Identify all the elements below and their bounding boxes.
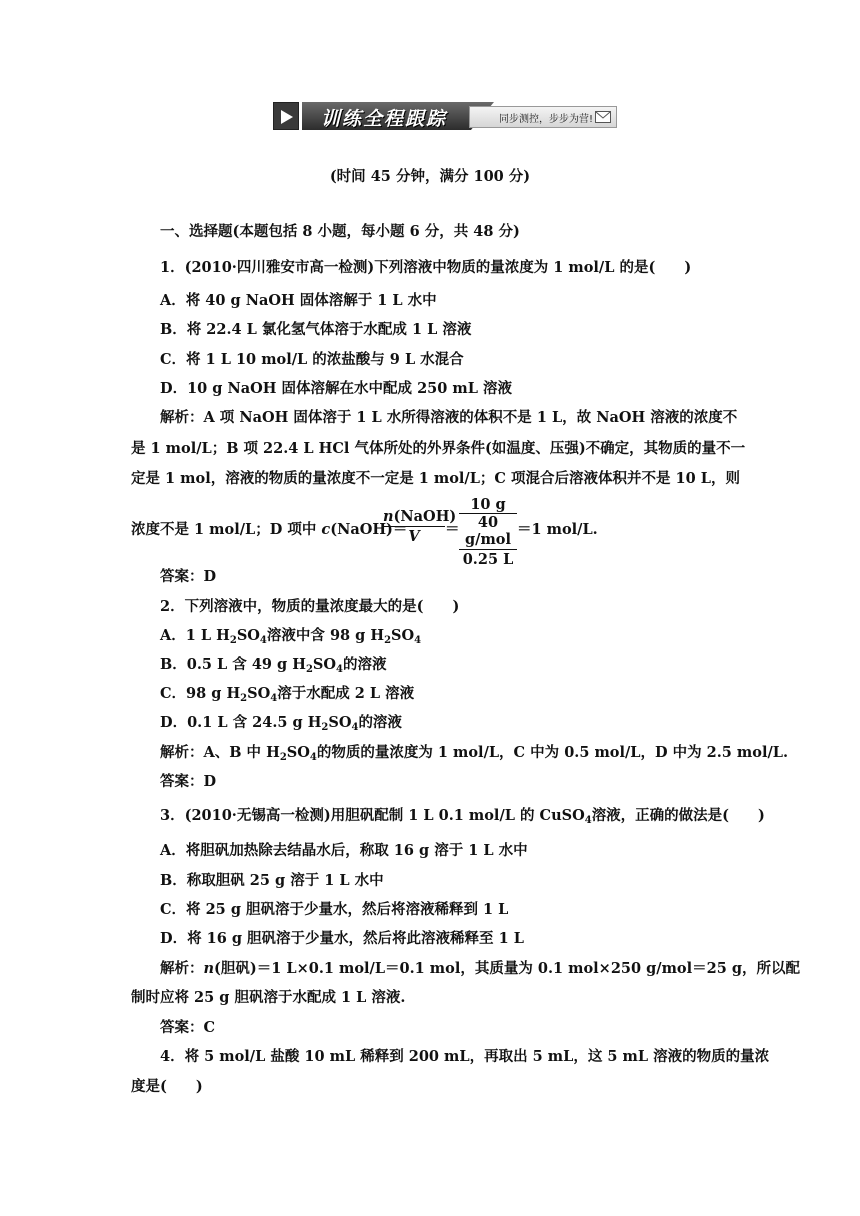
exam-info: (时间 45 分钟，满分 100 分) [329, 168, 531, 185]
q1-analysis-line-3: 定是 1 mol，溶液的物质的量浓度不一定是 1 mol/L；C 项混合后溶液体积并不是 10 L，则 [131, 470, 740, 487]
section-title: 一、选择题(本题包括 8 小题，每小题 6 分，共 48 分) [160, 223, 520, 240]
text: SO [247, 685, 271, 702]
fraction-denominator: V [408, 528, 420, 545]
q4-stem-line-1: 4．将 5 mol/L 盐酸 10 mL 稀释到 200 mL，再取出 5 mL，这 5 mL 溶液的物质的量浓 [160, 1048, 770, 1065]
play-icon [273, 102, 299, 130]
inner-fraction-bottom: 40 g/mol [459, 514, 517, 550]
text: 的物质的量浓度为 1 mol/L，C 中为 0.5 mol/L，D 中为 2.5 mol/L. [316, 744, 788, 761]
text: SO [236, 627, 260, 644]
q1-stem: 1．(2010·四川雅安市高一检测)下列溶液中物质的量浓度为 1 mol/L 的是( ) [160, 259, 692, 276]
symbol-n: n [203, 960, 215, 977]
subscript: 2 [229, 635, 237, 646]
text: SO [312, 656, 337, 673]
subscript: 4 [270, 693, 278, 704]
inner-fraction-top: 10 g [459, 496, 517, 514]
outer-denominator: 0.25 L [462, 551, 514, 568]
q1-answer: 答案：D [160, 568, 217, 585]
q2-answer: 答案：D [160, 773, 217, 790]
q3-answer: 答案：C [160, 1019, 216, 1036]
banner-title: 训练全程跟踪 [321, 108, 448, 130]
q1-analysis-line-2: 是 1 mol/L；B 项 22.4 L HCl 气体所处的外界条件(如温度、压强)不确定，其物质的量不一 [131, 440, 746, 457]
equals-sign: ＝ [445, 521, 460, 538]
subscript: 4 [259, 635, 267, 646]
q2-option-d [160, 711, 402, 732]
q2-option-b [160, 653, 386, 674]
text: 的溶液 [342, 656, 387, 673]
q3-option-b: B．称取胆矾 25 g 溶于 1 L 水中 [160, 872, 384, 889]
q3-analysis-line-1 [160, 957, 800, 978]
text: 溶液，正确的做法是( ) [591, 807, 765, 824]
section-banner [273, 102, 618, 130]
q1-option-b: B．将 22.4 L 氯化氢气体溶于水配成 1 L 溶液 [160, 321, 472, 338]
text: 溶于水配成 2 L 溶液 [277, 685, 415, 702]
subscript: 4 [336, 664, 343, 675]
subscript: 4 [351, 722, 359, 733]
q2-analysis [160, 741, 788, 762]
q1-option-d: D．10 g NaOH 固体溶解在水中配成 250 mL 溶液 [160, 380, 512, 397]
banner-subtitle: 同步测控，步步为营! [499, 114, 594, 125]
q1-option-a: A．将 40 g NaOH 固体溶解于 1 L 水中 [160, 292, 437, 309]
subscript: 2 [384, 635, 392, 646]
subscript: 2 [305, 664, 313, 675]
envelope-icon [595, 110, 611, 127]
subscript: 4 [584, 815, 592, 826]
symbol-c-paren: (NaOH)＝ [330, 521, 408, 538]
text: 解析： [160, 960, 204, 977]
q3-stem [160, 804, 765, 825]
text: 溶液中含 98 g H [266, 627, 385, 644]
q3-analysis-line-2: 制时应将 25 g 胆矾溶于水配成 1 L 溶液. [131, 989, 406, 1006]
q3-option-d: D．将 16 g 胆矾溶于少量水，然后将此溶液稀释至 1 L [160, 930, 524, 947]
text: A．1 L H [160, 627, 230, 644]
text: (胆矾)＝1 L×0.1 mol/L＝0.1 mol，其质量为 0.1 mol×250 g/mol＝25 g，所以配 [214, 960, 800, 977]
text: 3．(2010·无锡高一检测)用胆矾配制 1 L 0.1 mol/L 的 CuSO [160, 807, 585, 824]
q1-analysis-line-1: 解析：A 项 NaOH 固体溶于 1 L 水所得溶液的体积不是 1 L，故 NaOH 溶液的浓度不 [160, 409, 738, 426]
analysis-text: 浓度不是 1 mol/L；D 项中 [131, 521, 322, 538]
subscript: 2 [321, 722, 329, 733]
fraction-mass-over-volume [459, 496, 517, 568]
text: SO [328, 714, 352, 731]
subscript: 2 [240, 693, 248, 704]
numerator-text: (NaOH) [393, 508, 457, 525]
text: B．0.5 L 含 49 g H [160, 656, 306, 673]
text: 的溶液 [358, 714, 402, 731]
subscript: 4 [414, 635, 422, 646]
q3-option-a: A．将胆矾加热除去结晶水后，称取 16 g 溶于 1 L 水中 [160, 842, 528, 859]
q2-option-c [160, 682, 414, 703]
q1-option-c: C．将 1 L 10 mol/L 的浓盐酸与 9 L 水混合 [160, 351, 464, 368]
subscript: 2 [279, 752, 287, 763]
q2-option-a [160, 624, 421, 645]
symbol-n: n [383, 508, 394, 525]
text: SO [391, 627, 415, 644]
fraction-n-over-v [383, 508, 457, 545]
formula-result: ＝1 mol/L. [517, 521, 598, 538]
text: D．0.1 L 含 24.5 g H [160, 714, 322, 731]
q3-option-c: C．将 25 g 胆矾溶于少量水，然后将溶液稀释到 1 L [160, 901, 509, 918]
text: SO [286, 744, 310, 761]
q2-stem: 2．下列溶液中，物质的量浓度最大的是( ) [160, 598, 460, 615]
subscript: 4 [309, 752, 317, 763]
fraction-numerator [383, 508, 457, 527]
q1-analysis-line-4 [131, 518, 407, 539]
symbol-c: c [321, 521, 331, 538]
q4-stem-line-2: 度是( ) [131, 1078, 203, 1095]
text: C．98 g H [160, 685, 241, 702]
text: 解析：A、B 中 H [160, 744, 280, 761]
